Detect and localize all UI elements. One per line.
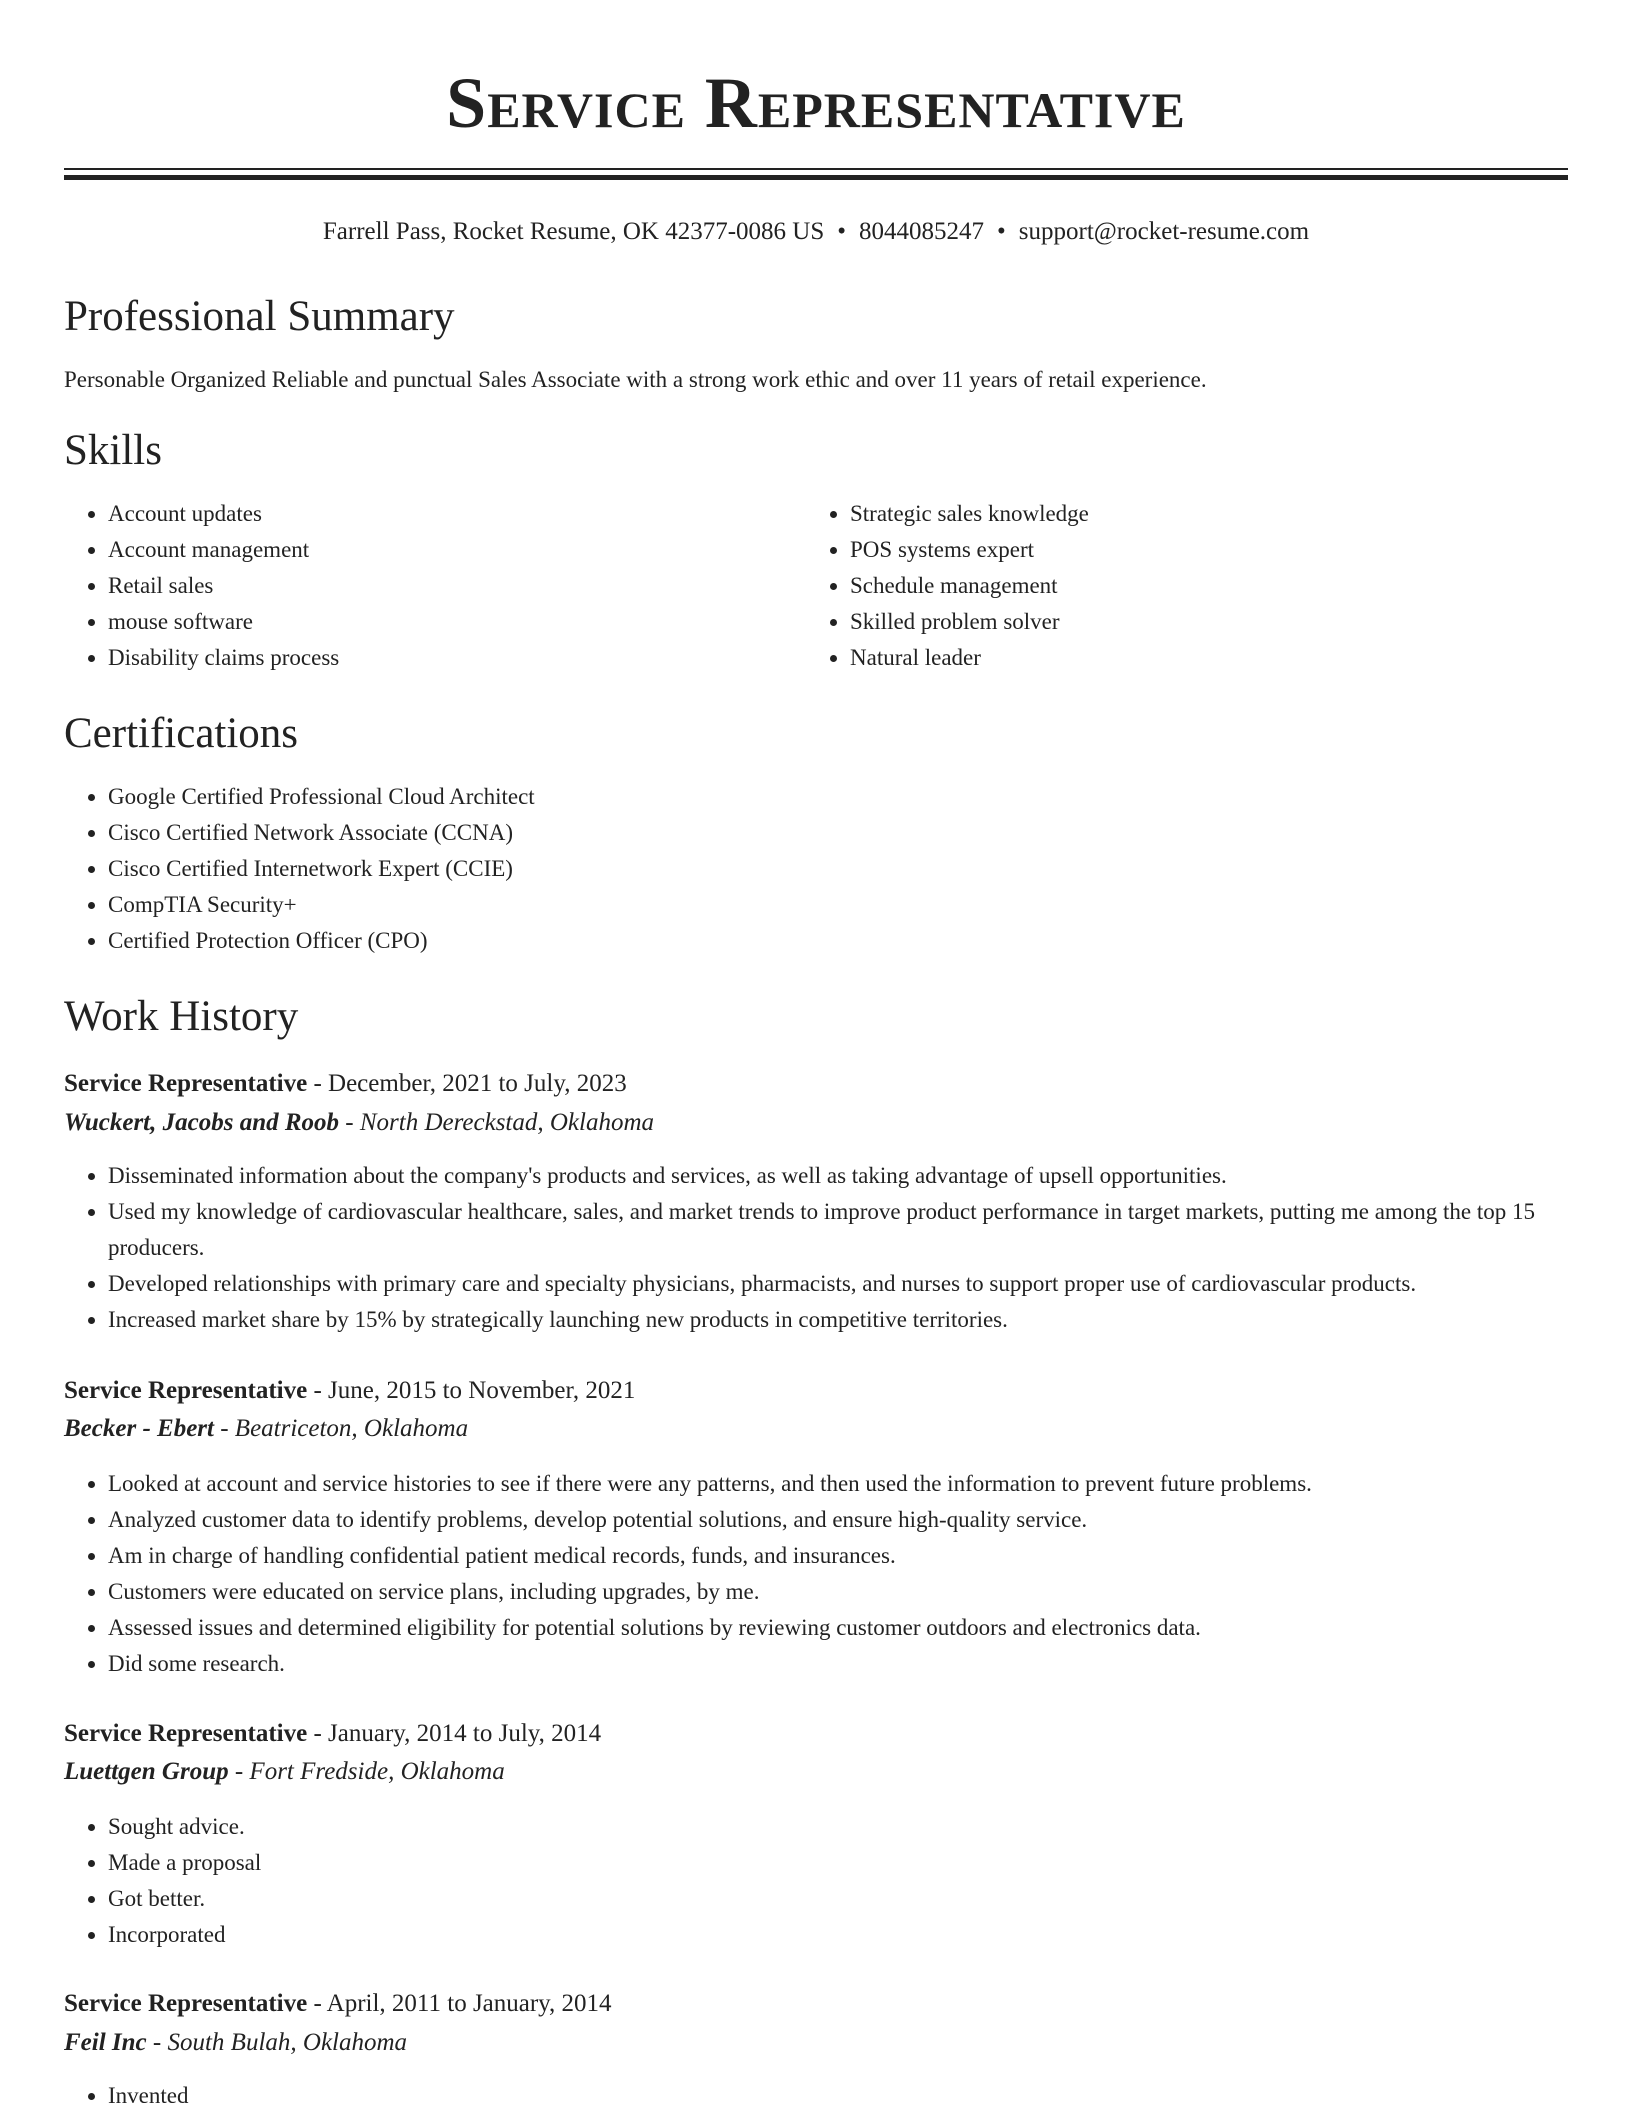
job-dates: - June, 2015 to November, 2021 xyxy=(307,1377,636,1404)
job-bullet: • Analyzed customer data to identify problems, develop potential solutions, and ensure high-quality service. xyxy=(108,1502,1612,1538)
job-company-line xyxy=(64,1754,505,1790)
job-bullet: • Customers were educated on service plans, including upgrades, by me. xyxy=(108,1574,1612,1610)
contact-separator: • xyxy=(837,218,847,245)
job-bullets xyxy=(64,1809,1612,1953)
job-dates: - April, 2011 to January, 2014 xyxy=(307,1990,612,2017)
job-bullet: • Assessed issues and determined eligibility for potential solutions by reviewing customer outdoors and electronics data. xyxy=(108,1610,1612,1646)
job-title-line xyxy=(64,1716,601,1752)
skill-item: • Account management xyxy=(108,532,788,568)
job-title: Service Representative xyxy=(64,1070,308,1097)
job-location: - North Dereckstad, Oklahoma xyxy=(339,1109,655,1136)
job-title: Service Representative xyxy=(64,1720,308,1747)
job-location: - South Bulah, Oklahoma xyxy=(146,2029,408,2056)
job-bullet: • Looked at account and service histories to see if there were any patterns, and then used the information to prevent future problems. xyxy=(108,1466,1612,1502)
job-bullet: • Disseminated information about the company's products and services, as well as taking advantage of upsell opportunities. xyxy=(108,1158,1612,1194)
certification-item: • Google Certified Professional Cloud Architect xyxy=(108,779,1508,815)
title-rule-thin xyxy=(64,168,1568,170)
job-company: Wuckert, Jacobs and Roob xyxy=(64,1109,340,1136)
job-title: Service Representative xyxy=(64,1990,308,2017)
resume-title: Service Representative xyxy=(446,63,1186,143)
job-title-line xyxy=(64,1986,612,2022)
skill-item: • Natural leader xyxy=(850,640,1550,676)
certification-item: • Cisco Certified Internetwork Expert (CCIE) xyxy=(108,851,1508,887)
job-bullets xyxy=(64,1158,1612,1338)
job-company-line xyxy=(64,2025,407,2061)
job-location: - Beatriceton, Oklahoma xyxy=(213,1415,469,1442)
job-company: Becker - Ebert xyxy=(64,1415,214,1442)
job-dates: - December, 2021 to July, 2023 xyxy=(307,1070,627,1097)
title-rule-thick xyxy=(64,175,1568,180)
job-company: Feil Inc xyxy=(64,2029,147,2056)
certification-item: • Cisco Certified Network Associate (CCNA) xyxy=(108,815,1508,851)
contact-line xyxy=(0,214,1632,250)
job-bullet: • Got better. xyxy=(108,1881,1612,1917)
skills-list-left xyxy=(64,496,788,676)
job-title-line xyxy=(64,1373,635,1409)
certification-item: • Certified Protection Officer (CPO) xyxy=(108,923,1508,959)
job-bullets xyxy=(64,1466,1612,1682)
job-bullets xyxy=(64,2078,1612,2114)
job-bullet: • Increased market share by 15% by strategically launching new products in competitive territories. xyxy=(108,1302,1612,1338)
skill-item: • Schedule management xyxy=(850,568,1550,604)
summary-heading: Professional Summary xyxy=(64,293,455,340)
contact-separator: • xyxy=(997,218,1006,245)
job-bullet: • Used my knowledge of cardiovascular healthcare, sales, and market trends to improve product performance in target markets, putting me among the top 15 producers. xyxy=(108,1194,1612,1266)
job-bullet: • Did some research. xyxy=(108,1646,1612,1682)
contact-address: Farrell Pass, Rocket Resume, OK 42377-0086 US xyxy=(322,218,825,245)
job-location: - Fort Fredside, Oklahoma xyxy=(228,1758,505,1785)
job-company-line xyxy=(64,1411,468,1447)
certification-item: • CompTIA Security+ xyxy=(108,887,1508,923)
job-bullet: • Developed relationships with primary care and specialty physicians, pharmacists, and nurses to support proper use of cardiovascular products. xyxy=(108,1266,1612,1302)
job-bullet: • Am in charge of handling confidential patient medical records, funds, and insurances. xyxy=(108,1538,1612,1574)
job-title-line xyxy=(64,1066,627,1102)
contact-phone: 8044085247 xyxy=(859,218,985,245)
skill-item: • Account updates xyxy=(108,496,788,532)
skill-item: • mouse software xyxy=(108,604,788,640)
job-dates: - January, 2014 to July, 2014 xyxy=(307,1720,602,1747)
job-bullet: • Incorporated xyxy=(108,1917,1612,1953)
certifications-heading: Certifications xyxy=(64,710,299,757)
summary-text: Personable Organized Reliable and punctual Sales Associate with a strong work ethic and over 11 years of retail experience. xyxy=(64,367,1207,392)
skill-item: • Skilled problem solver xyxy=(850,604,1550,640)
certifications-list xyxy=(64,779,1508,959)
job-bullet: • Invented xyxy=(108,2078,1612,2114)
job-company: Luettgen Group xyxy=(64,1758,229,1785)
skill-item: • Retail sales xyxy=(108,568,788,604)
skill-item: • Disability claims process xyxy=(108,640,788,676)
skill-item: • POS systems expert xyxy=(850,532,1550,568)
contact-email[interactable]: support@rocket-resume.com xyxy=(1018,218,1310,245)
job-company-line xyxy=(64,1105,654,1141)
job-bullet: • Made a proposal xyxy=(108,1845,1612,1881)
work-history-heading: Work History xyxy=(64,993,299,1040)
job-title: Service Representative xyxy=(64,1377,308,1404)
skill-item: • Strategic sales knowledge xyxy=(850,496,1550,532)
job-bullet: • Sought advice. xyxy=(108,1809,1612,1845)
skills-list-right xyxy=(806,496,1550,676)
skills-heading: Skills xyxy=(64,427,162,474)
